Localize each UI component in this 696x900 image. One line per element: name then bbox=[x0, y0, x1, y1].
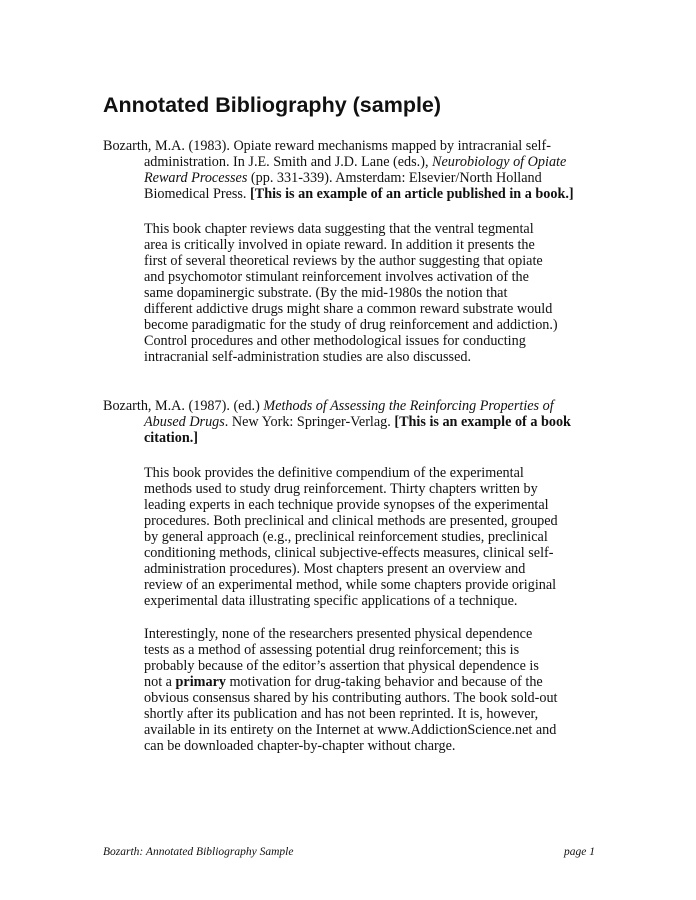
annotation-2-paragraph-2-after: motivation for drug-taking behavior and because of the obvious consensus shared by his contributing authors. The book sold-out shortly after its publication and has not been reprinted. It is, however, available in its entirety on the Internet at www.AddictionScience.net and can be downloaded chapter-by-chapter without charge. bbox=[144, 674, 558, 754]
annotation-1: This book chapter reviews data suggesting that the ventral tegmental area is critically involved in opiate reward. In addition it presents the first of several theoretical reviews by the author suggesting that opiate and psychomotor stimulant reinforcement involves activation of the same dopaminergic substrate. (By the mid-1980s the notion that different addictive drugs might share a common reward substrate would become paradigmatic for the study of drug reinforcement and addiction.) Control procedures and other methodological issues for conducting intracranial self-administration studies are also discussed. bbox=[144, 221, 558, 365]
annotation-2-paragraph-1: This book provides the definitive compendium of the experimental methods used to study drug reinforcement. Thirty chapters written by leading experts in each technique provide synopses of the experimental procedures. Both preclinical and clinical methods are presented, grouped by general approach (e.g., preclinical reinforcement studies, preclinical conditioning methods, clinical subjective-effects measures, clinical self-administration procedures). Most chapters present an overview and review of an experimental method, while some chapters provide original experimental data illustrating specific applications of a technique. bbox=[144, 465, 558, 609]
annotation-2-bold-word: primary bbox=[175, 674, 226, 690]
annotation-2-paragraph-2-before: Interestingly, none of the researchers presented physical dependence tests as a method of assessing potential drug reinforcement; this is probably because of the editor’s assertion that physical dependence is not a bbox=[144, 626, 539, 690]
page-title: Annotated Bibliography (sample) bbox=[103, 93, 442, 117]
bibliography-entry-1 bbox=[103, 138, 595, 365]
citation-2-italic-title: Methods of Assessing the Reinforcing Properties of Abused Drugs bbox=[144, 398, 554, 430]
citation-1-authors-year: Bozarth, M.A. (1983). bbox=[103, 138, 230, 154]
citation-1-text-part-1: Opiate reward mechanisms mapped by intracranial self-administration. In J.E. Smith and J.D. Lane (eds.), bbox=[144, 138, 551, 170]
citation-2 bbox=[103, 398, 595, 446]
citation-1-text-part-2: (pp. 331-339). Amsterdam: Elsevier/North Holland Biomedical Press. bbox=[144, 170, 542, 202]
citation-1-note: [This is an example of an article published in a book.] bbox=[250, 186, 574, 202]
bibliography-entry-2 bbox=[103, 398, 595, 754]
citation-1-italic-title: Neurobiology of Opiate Reward Processes bbox=[144, 154, 567, 186]
citation-2-authors-year: Bozarth, M.A. (1987). bbox=[103, 398, 230, 414]
footer-page-number: page 1 bbox=[564, 846, 595, 858]
footer-left: Bozarth: Annotated Bibliography Sample bbox=[103, 846, 294, 858]
citation-2-note: [This is an example of a book citation.] bbox=[144, 414, 571, 446]
citation-2-text-part-1: (ed.) bbox=[229, 398, 264, 414]
citation-1 bbox=[103, 138, 595, 202]
annotation-2-paragraph-2 bbox=[103, 626, 559, 754]
citation-2-text-part-2: . New York: Springer-Verlag. bbox=[224, 414, 395, 430]
